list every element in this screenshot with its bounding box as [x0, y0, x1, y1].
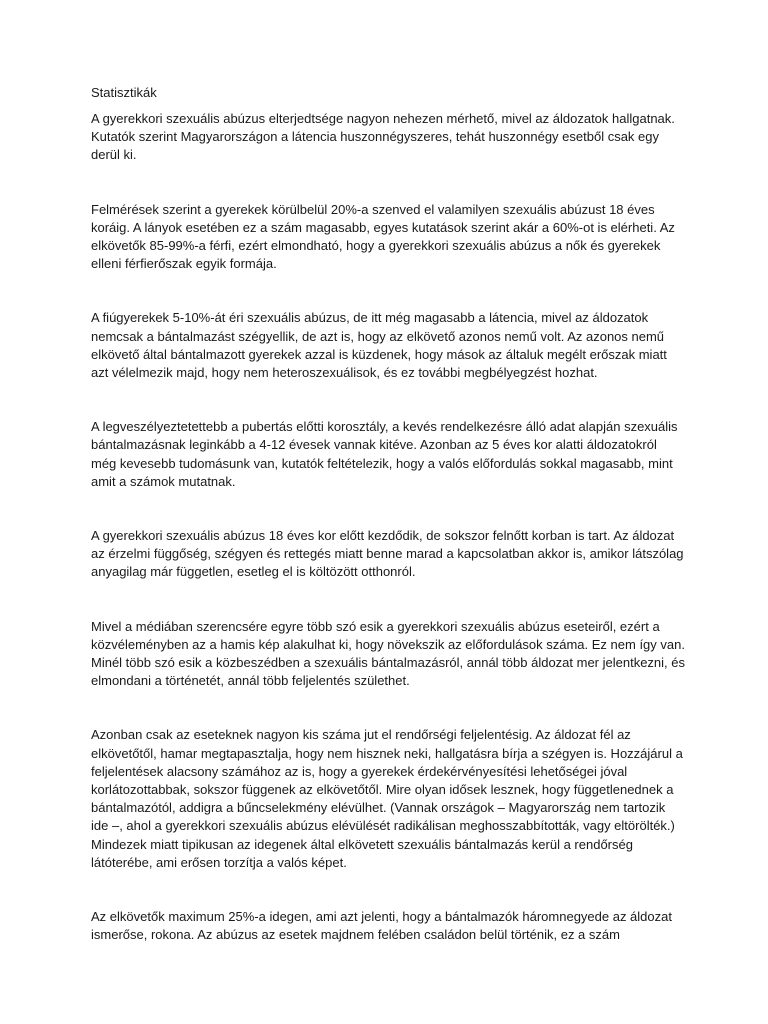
paragraph-5: A gyerekkori szexuális abúzus 18 éves kor előtt kezdődik, de sokszor felnőtt korban is tart. Az áldozat az érzelmi függőség, szégyen és rettegés miatt benne marad a kapcsolatban akkor is, amikor látszólag anyagilag már független, esetleg el is költözött otthonról. [91, 528, 684, 580]
paragraph-1: A gyerekkori szexuális abúzus elterjedtsége nagyon nehezen mérhető, mivel az áldozatok hallgatnak. Kutatók szerint Magyarországon a látencia huszonnégyszeres, tehát huszonnégy esetből csak egy derül ki. [91, 111, 675, 163]
paragraph-4: A legveszélyeztetettebb a pubertás előtti korosztály, a kevés rendelkezésre álló adat alapján szexuális bántalmazásnak leginkább a 4-12 évesek vannak kitéve. Azonban az 5 éves kor alatti áldozatokról még kevesebb tudomásunk van, kutatók feltételezik, hogy a valós előfordulás sokkal magasabb, mint amit a számok mutatnak. [91, 419, 678, 489]
paragraph-7: Azonban csak az eseteknek nagyon kis száma jut el rendőrségi feljelentésig. Az áldozat fél az elkövetőtől, hamar megtapasztalja, hogy nem hisznek neki, hallgatásra bírja a szégyen is. Hozzájárul a feljelentések alacsony számához az is, hogy a gyerekek érdekérvényesítési lehetőségei jóval korlátozottabbak, sokszor függenek az elkövetőtől. Mire olyan idősek lesznek, hogy függetlenednek a bántalmazótól, addigra a bűncselekmény elévülhet. (Vannak országok – Magyarország nem tartozik ide –, ahol a gyerekkori szexuális abúzus elévülését radikálisan meghosszabbították, vagy eltörölték.) Mindezek miatt tipikusan az idegenek által elkövetett szexuális bántalmazás kerül a rendőrség látóterébe, ami erősen torzítja a valós képet. [91, 727, 683, 870]
paragraph-3: A fiúgyerekek 5-10%-át éri szexuális abúzus, de itt még magasabb a látencia, mivel az áldozatok nemcsak a bántalmazást szégyellik, de azt is, hogy az elkövető azonos nemű volt. Az azonos nemű elkövető által bántalmazott gyerekek azzal is küzdenek, hogy mások az általuk megélt erőszak miatt azt vélelmezik majd, hogy nem heteroszexuálisok, és ez további megbélyegzést hozhat. [91, 310, 667, 381]
document-heading: Statisztikák [91, 85, 157, 100]
document-body [91, 84, 685, 981]
paragraph-6: Mivel a médiában szerencsére egyre több szó esik a gyerekkori szexuális abúzus eseteiről, ezért a közvéleményben az a hamis kép alakulhat ki, hogy növekszik az előfordulások száma. Ez nem így van. Minél több szó esik a közbeszédben a szexuális bántalmazásról, annál több áldozat mer jelentkezni, és elmondani a történetét, annál több feljelentés születhet. [91, 618, 686, 689]
paragraph-2: Felmérések szerint a gyerekek körülbelül 20%-a szenved el valamilyen szexuális abúzust 18 éves koráig. A lányok esetében ez a szám magasabb, egyes kutatások szerint akár a 60%-ot is elérheti. Az elkövetők 85-99%-a férfi, ezért elmondható, hogy a gyerekkori szexuális abúzus a nők és gyerekek elleni férfierőszak egyik formája. [91, 201, 675, 272]
paragraph-8: Az elkövetők maximum 25%-a idegen, ami azt jelenti, hogy a bántalmazók háromnegyede az áldozat ismerőse, rokona. Az abúzus az esetek majdnem felében családon belül történik, ez a szám [91, 909, 672, 943]
